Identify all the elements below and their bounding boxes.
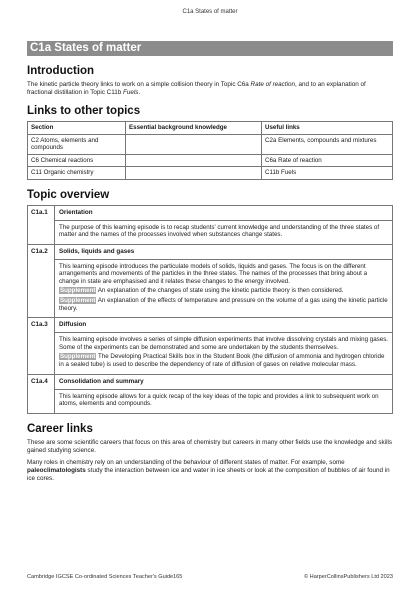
column-header: Section bbox=[28, 122, 126, 135]
episode-body bbox=[55, 244, 393, 318]
supplement-badge: Supplement bbox=[60, 287, 96, 295]
supplement-text: Supplement An explanation of the changes of state using the kinetic particle theory is then considered. bbox=[60, 287, 344, 295]
career-section bbox=[27, 422, 393, 483]
table-cell: C11 Organic chemistry bbox=[28, 167, 126, 180]
links-table bbox=[27, 121, 393, 180]
overview-row bbox=[28, 374, 393, 413]
supplement-text: Supplement An explanation of the effects of temperature and pressure on the volume of a gas using the kinetic particle theory. bbox=[59, 297, 388, 312]
table-row bbox=[28, 134, 393, 154]
running-head: C1a States of matter bbox=[182, 9, 238, 15]
column-header: Essential background knowledge bbox=[126, 122, 262, 135]
career-heading: Career links bbox=[27, 422, 93, 435]
footer-book-title: Cambridge IGCSE Co-ordinated Sciences Teacher's Guide bbox=[27, 574, 174, 580]
overview-row bbox=[28, 318, 393, 374]
table-cell: C11b Fuels bbox=[262, 167, 393, 180]
overview-row bbox=[28, 205, 393, 244]
table-cell bbox=[126, 167, 262, 180]
career-text: Many roles in chemistry rely on an understanding of the behaviour of different states of matter. For example, some paleoclimatologists study the interaction between ice and water in ice sheets or look at the composition of bubbles of air found in ice cores. bbox=[27, 458, 390, 482]
links-table-header bbox=[28, 122, 393, 135]
episode-body bbox=[55, 374, 393, 413]
episode-title: Solids, liquids and gases bbox=[55, 245, 392, 260]
episode-code: C1a.3 bbox=[28, 318, 55, 374]
page-content bbox=[27, 62, 393, 487]
overview-heading: Topic overview bbox=[27, 188, 110, 201]
page-number: 165 bbox=[173, 574, 183, 580]
supplement-badge: Supplement bbox=[60, 353, 96, 361]
episode-title: Diffusion bbox=[55, 318, 392, 333]
episode-text: This learning episode involves a series of simple diffusion experiments that involve dissolving crystals and mixing gases. Some of the experiments can be demonstrated and some are undertaken by the students themselves. bbox=[59, 336, 389, 351]
overview-table bbox=[27, 205, 393, 414]
table-cell bbox=[126, 134, 262, 154]
episode-text: This learning episode allows for a quick recap of the key ideas of the topic and provides a link to subsequent work on atoms, elements and compounds. bbox=[59, 392, 379, 408]
column-header: Useful links bbox=[262, 122, 393, 135]
table-cell: C6a Rate of reaction bbox=[262, 154, 393, 167]
table-row bbox=[28, 154, 393, 167]
table-cell: C2a Elements, compounds and mixtures bbox=[262, 134, 393, 154]
table-cell: C6 Chemical reactions bbox=[28, 154, 126, 167]
introduction-heading: Introduction bbox=[27, 65, 95, 77]
overview-row bbox=[28, 244, 393, 318]
introduction-text: The kinetic particle theory links to work on a simple collision theory in Topic C6a Rate of reaction, and to an explanation of fractional distillation in Topic C11b Fuels. bbox=[27, 81, 366, 96]
supplement-text: Supplement The Developing Practical Skills box in the Student Book (the diffusion of ammonia and hydrogen chloride in a sealed tube) is used to describe the dependency of rate of diffusion of gases on relative molecular mass. bbox=[59, 353, 385, 369]
episode-body bbox=[55, 205, 393, 244]
links-heading: Links to other topics bbox=[27, 105, 141, 117]
episode-title: Orientation bbox=[55, 206, 392, 221]
career-text: These are some scientific careers that focus on this area of chemistry but careers in many other fields use the knowledge and skills gained studying science. bbox=[27, 438, 393, 454]
footer-copyright: © HarperCollinsPublishers Ltd 2023 bbox=[303, 574, 393, 580]
episode-title: Consolidation and summary bbox=[55, 375, 392, 390]
table-cell: C2 Atoms, elements and compounds bbox=[28, 134, 126, 154]
episode-body bbox=[55, 318, 393, 374]
episode-code: C1a.1 bbox=[28, 205, 55, 244]
episode-code: C1a.2 bbox=[28, 244, 55, 318]
table-cell bbox=[126, 154, 262, 167]
chapter-title: C1a States of matter bbox=[30, 42, 142, 54]
episode-code: C1a.4 bbox=[28, 374, 55, 413]
supplement-badge: Supplement bbox=[60, 297, 96, 305]
table-row bbox=[28, 167, 393, 180]
episode-text: This learning episode introduces the particulate models of solids, liquids and gases. The focus is on the different arrangements and movements of the particles in the three states. The names of the processes that bring about a change in state are emphasised and it relates these changes to the energy involved. bbox=[59, 262, 368, 285]
episode-text: The purpose of this learning episode is to recap students' current knowledge and understanding of the three states of matter and the names of the processes involved when substances change states. bbox=[59, 223, 380, 239]
chapter-title-banner bbox=[27, 41, 393, 56]
